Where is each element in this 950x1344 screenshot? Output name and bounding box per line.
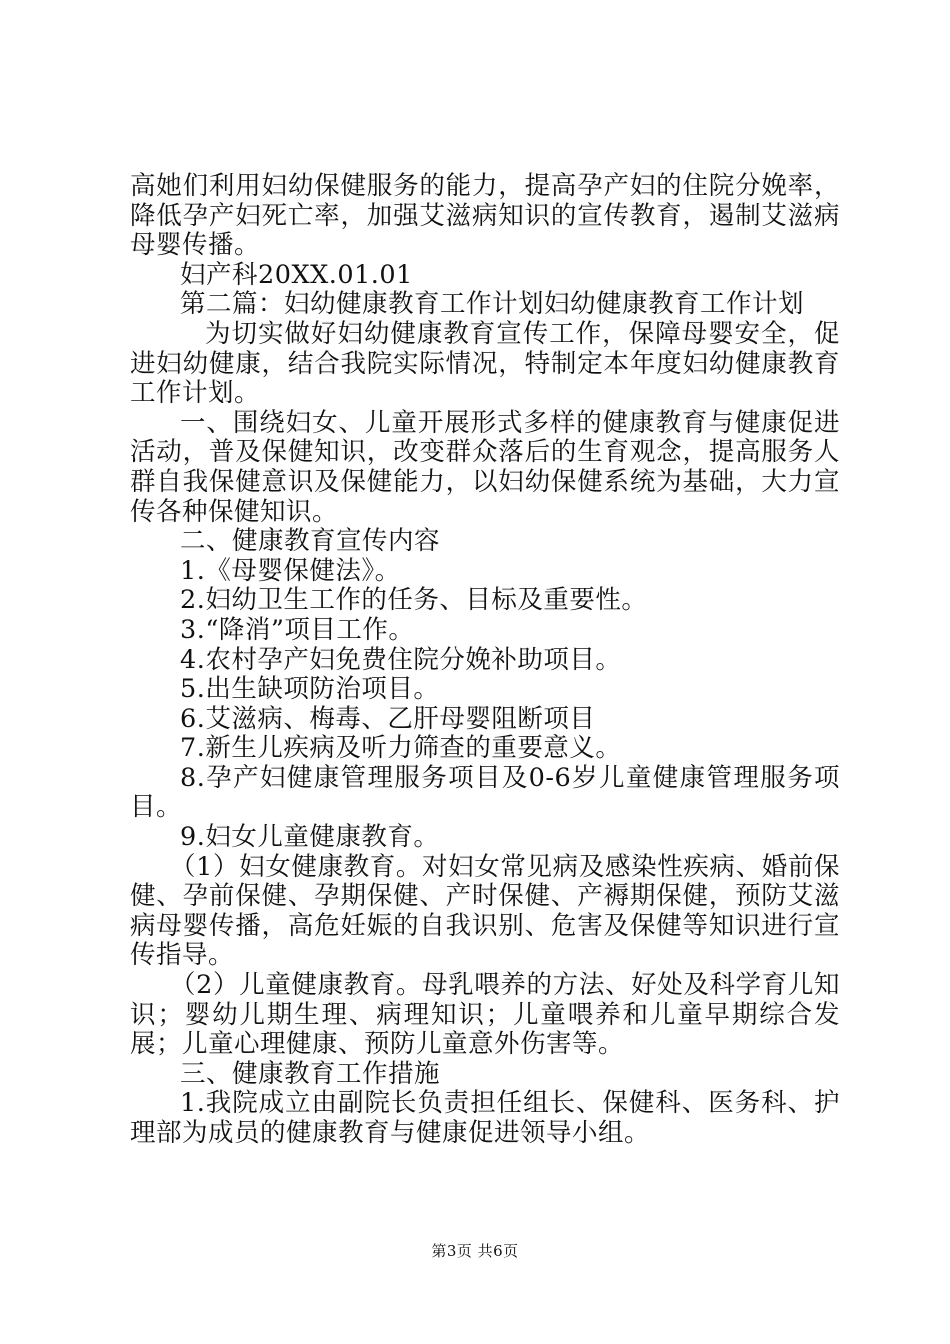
list-item: 3.“降消”项目工作。: [180, 614, 415, 645]
page-footer: [0, 1241, 950, 1261]
list-item: 1.我院成立由副院长负责担任组长、保健科、医务科、护理部为成员的健康教育与健康促进领导小组。: [130, 1088, 840, 1148]
list-item: 8.孕产妇健康管理服务项目及0-6岁儿童健康管理服务项目。: [130, 762, 840, 823]
heading-content: 二、健康教育宣传内容: [180, 526, 441, 557]
list-item: 7.新生儿疾病及听力筛查的重要意义。: [180, 733, 622, 764]
heading-measures: 三、健康教育工作措施: [180, 1058, 441, 1089]
sub-item-children: （2）儿童健康教育。母乳喂养的方法、好处及科学育儿知识；婴幼儿期生理、病理知识；儿童喂养和儿童早期综合发展；儿童心理健康、预防儿童意外伤害等。: [130, 970, 840, 1060]
list-item: 6.艾滋病、梅毒、乙肝母婴阻断项目: [180, 703, 596, 734]
list-item: 9.妇女儿童健康教育。: [180, 822, 440, 853]
list-item: 5.出生缺项防治项目。: [180, 674, 440, 705]
paragraph-continuation: 高她们利用妇幼保健服务的能力，提高孕产妇的住院分娩率，降低孕产妇死亡率，加强艾滋病知识的宣传教育，遏制艾滋病母婴传播。: [130, 171, 840, 261]
paragraph-item-one: 一、围绕妇女、儿童开展形式多样的健康教育与健康促进活动，普及保健知识，改变群众落后的生育观念，提高服务人群自我保健意识及保健能力，以妇幼保健系统为基础，大力宣传各种保健知识。: [130, 407, 840, 527]
sub-item-women: （1）妇女健康教育。对妇女常见病及感染性疾病、婚前保健、孕前保健、孕期保健、产时保健、产褥期保健，预防艾滋病母婴传播，高危妊娠的自我识别、危害及保健等知识进行宣传指导。: [130, 851, 840, 971]
paragraph-signature-date: 妇产科20XX.01.01: [180, 259, 413, 290]
document-body: [130, 172, 840, 1149]
list-item: 2.妇幼卫生工作的任务、目标及重要性。: [180, 585, 648, 616]
page-number-label: 第3页 共6页: [431, 1242, 519, 1260]
list-item: 1.《母婴保健法》。: [180, 555, 401, 586]
section-title: 第二篇：妇幼健康教育工作计划妇幼健康教育工作计划: [180, 289, 805, 320]
list-item: 4.农村孕产妇免费住院分娩补助项目。: [180, 644, 622, 675]
paragraph-intro: 为切实做好妇幼健康教育宣传工作，保障母婴安全，促进妇幼健康，结合我院实际情况，特制定本年度妇幼健康教育工作计划。: [130, 318, 840, 409]
